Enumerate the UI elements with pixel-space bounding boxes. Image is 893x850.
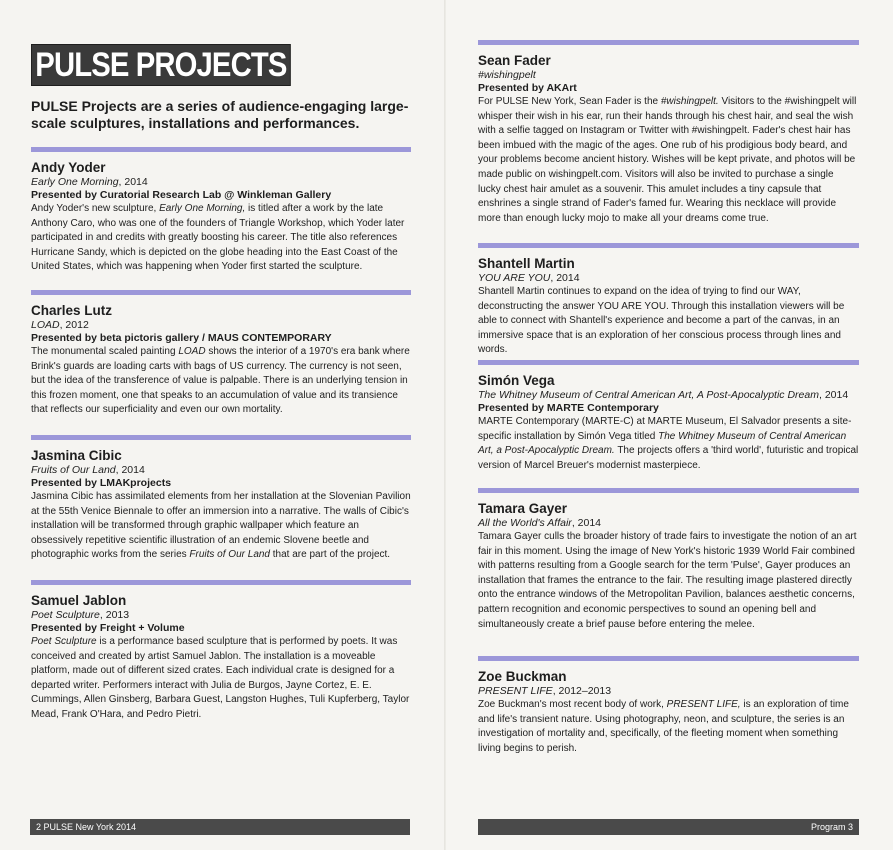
presenter: Presented by Freight + Volume — [31, 622, 185, 634]
section-divider — [31, 580, 411, 585]
section-divider — [478, 40, 859, 45]
work-title: PRESENT LIFE, 2012–2013 — [478, 685, 612, 697]
description: MARTE Contemporary (MARTE-C) at MARTE Museum, El Salvador presents a site-specific installation by Simón Vega titled The Whitney Museum of Central American Art, a Post-Apocalyptic Dream. The projects offers a 'third world', futuristic and tropical version of Marcel Breuer's modernist masterpiece. — [478, 416, 859, 471]
entry-simon-vega — [478, 360, 859, 488]
entry-sean-fader — [478, 40, 859, 243]
section-divider — [31, 290, 411, 295]
presenter: Presented by MARTE Contemporary — [478, 402, 659, 414]
entry-andy-yoder — [31, 147, 411, 290]
section-divider — [478, 243, 859, 248]
description: Tamara Gayer culls the broader history of trade fairs to investigate the notion of an art fair in this moment. Using the image of New York's historic 1939 World Fair combined with patterns resulting from a Google search for the term 'Pulse', Gayer produces an installation that frames the entrance to the fair. The resulting image plastered directly onto the entrance windows of the Metropolitan Pavilion, balances aesthetic concerns, pattern recognition and economic perspectives to sound an opening bell and simultaneously create a brief pause before entering the melee. — [478, 531, 857, 630]
description: The monumental scaled painting LOAD shows the interior of a 1970's era bank where Brink's guards are loading carts with bags of US currency. The currency is not seen, but the idea of the transference of value is palpable. There is an underlying tension in this frozen moment, one that speaks to an accumulation of value and its transience that reflects our superficiality and even our own mortality. — [31, 346, 410, 416]
artist-name: Simón Vega — [478, 373, 555, 388]
footer-text: 2 PULSE New York 2014 — [36, 822, 137, 832]
entry-charles-lutz — [31, 290, 411, 435]
description: Jasmina Cibic has assimilated elements from her installation at the Slovenian Pavilion at the 55th Venice Biennale to offer an immersion into a narrative. The walls of Cibic's installation will be transformed through graphic wallpaper which feature an obsessively repetitive scientific illustration of an endemic Slovene beetle and photographic works from the series Fruits of Our Land that are part of the project. — [31, 491, 411, 561]
description: Zoe Buckman's most recent body of work, PRESENT LIFE, is an exploration of time and life's transient nature. Using photography, neon, and sculpture, the series is an investigation of mortality and, specifically, of the fleeting moment when something living begins to perish. — [478, 699, 849, 754]
artist-name: Shantell Martin — [478, 256, 575, 271]
artist-name: Zoe Buckman — [478, 669, 567, 684]
intro-text: PULSE Projects are a series of audience-engaging large-scale sculptures, installations and performances. — [31, 98, 409, 131]
artist-name: Samuel Jablon — [31, 593, 127, 608]
left-page — [0, 0, 446, 850]
description: Andy Yoder's new sculpture, Early One Morning, is titled after a work by the late Anthony Caro, who was one of the founders of Triangle Workshop, which Yoder later participated in and credits with greatly boosting his career. The title also references Hurricane Sandy, which is depicted on the globe heading into the East Coast of the United States, which was happening when Yoder first started the sculpture. — [31, 203, 405, 273]
right-page-footer — [478, 819, 859, 835]
section-divider — [31, 435, 411, 440]
entry-shantell-martin — [478, 243, 859, 360]
description: Shantell Martin continues to expand on the idea of trying to find our WAY, deconstructing the answer YOU ARE YOU. Through this installation viewers will be able to connect with Shantell's experience and become a part of the canvas, in an immersive space that is an exploration of her conscious process through lines and words. — [478, 286, 845, 356]
page-heading: PULSE PROJECTS — [31, 44, 291, 86]
section-divider — [31, 147, 411, 152]
work-title: #wishingpelt — [478, 69, 536, 81]
left-column — [31, 147, 411, 723]
artist-name: Jasmina Cibic — [31, 448, 122, 463]
artist-name: Charles Lutz — [31, 303, 113, 318]
presenter: Presented by Curatorial Research Lab @ Winkleman Gallery — [31, 189, 332, 201]
work-title: The Whitney Museum of Central American Art, A Post-Apocalyptic Dream, 2014 — [478, 389, 849, 401]
artist-name: Andy Yoder — [31, 160, 106, 175]
work-title: YOU ARE YOU, 2014 — [478, 272, 580, 284]
presenter: Presented by LMAKprojects — [31, 477, 172, 489]
description: Poet Sculpture is a performance based sculpture that is performed by poets. It was conceived and created by artist Samuel Jablon. The installation is a moveable platform, made out of different sized crates. Each individual crate is designed for a departed writer. Performers interact with Julia de Burgos, Jayne Cortez, E. E. Cummings, Allen Ginsberg, Barbara Guest, Langston Hughes, Tuli Kupferberg, Taylor Mead, Frank O'Hara, and Pedro Pietri. — [31, 636, 410, 720]
footer-text: Program 3 — [810, 822, 853, 832]
work-title: Poet Sculpture, 2013 — [31, 609, 130, 621]
right-column — [478, 40, 859, 756]
section-divider — [478, 656, 859, 661]
left-page-footer — [30, 819, 410, 835]
artist-name: Tamara Gayer — [478, 501, 568, 516]
description: For PULSE New York, Sean Fader is the #wishingpelt. Visitors to the #wishingpelt will whisper their wish in his ear, run their hands through his chest hair, and seal the wish with a selfie tagged on Instagram or Twitter with #wishingpelt. Fader's chest hair has been imbued with the magic of the ages. One rub of his prodigious body beard, and your problems become ancient history. Wishes will be kept private, and photos will be made public on wishingpelt.com. Visitors will also be invited to purchase a single lucky chest hair amulet as a souvenir. This amulet includes a tiny capsule that enshrines a single strand of Fader's famed fur. Wearing this necklace will provide more than enough lucky mojo to make all your dreams come true. — [478, 96, 857, 224]
section-divider — [478, 360, 859, 365]
work-title: LOAD, 2012 — [31, 319, 89, 331]
entry-jasmina-cibic — [31, 435, 411, 580]
entry-samuel-jablon — [31, 580, 411, 723]
work-title: Early One Morning, 2014 — [31, 176, 148, 188]
presenter: Presented by beta pictoris gallery / MAUS CONTEMPORARY — [31, 332, 332, 344]
entry-zoe-buckman — [478, 656, 859, 756]
artist-name: Sean Fader — [478, 53, 551, 68]
entry-tamara-gayer — [478, 488, 859, 656]
work-title: Fruits of Our Land, 2014 — [31, 464, 145, 476]
work-title: All the World's Affair, 2014 — [478, 517, 602, 529]
presenter: Presented by AKArt — [478, 82, 577, 94]
section-divider — [478, 488, 859, 493]
